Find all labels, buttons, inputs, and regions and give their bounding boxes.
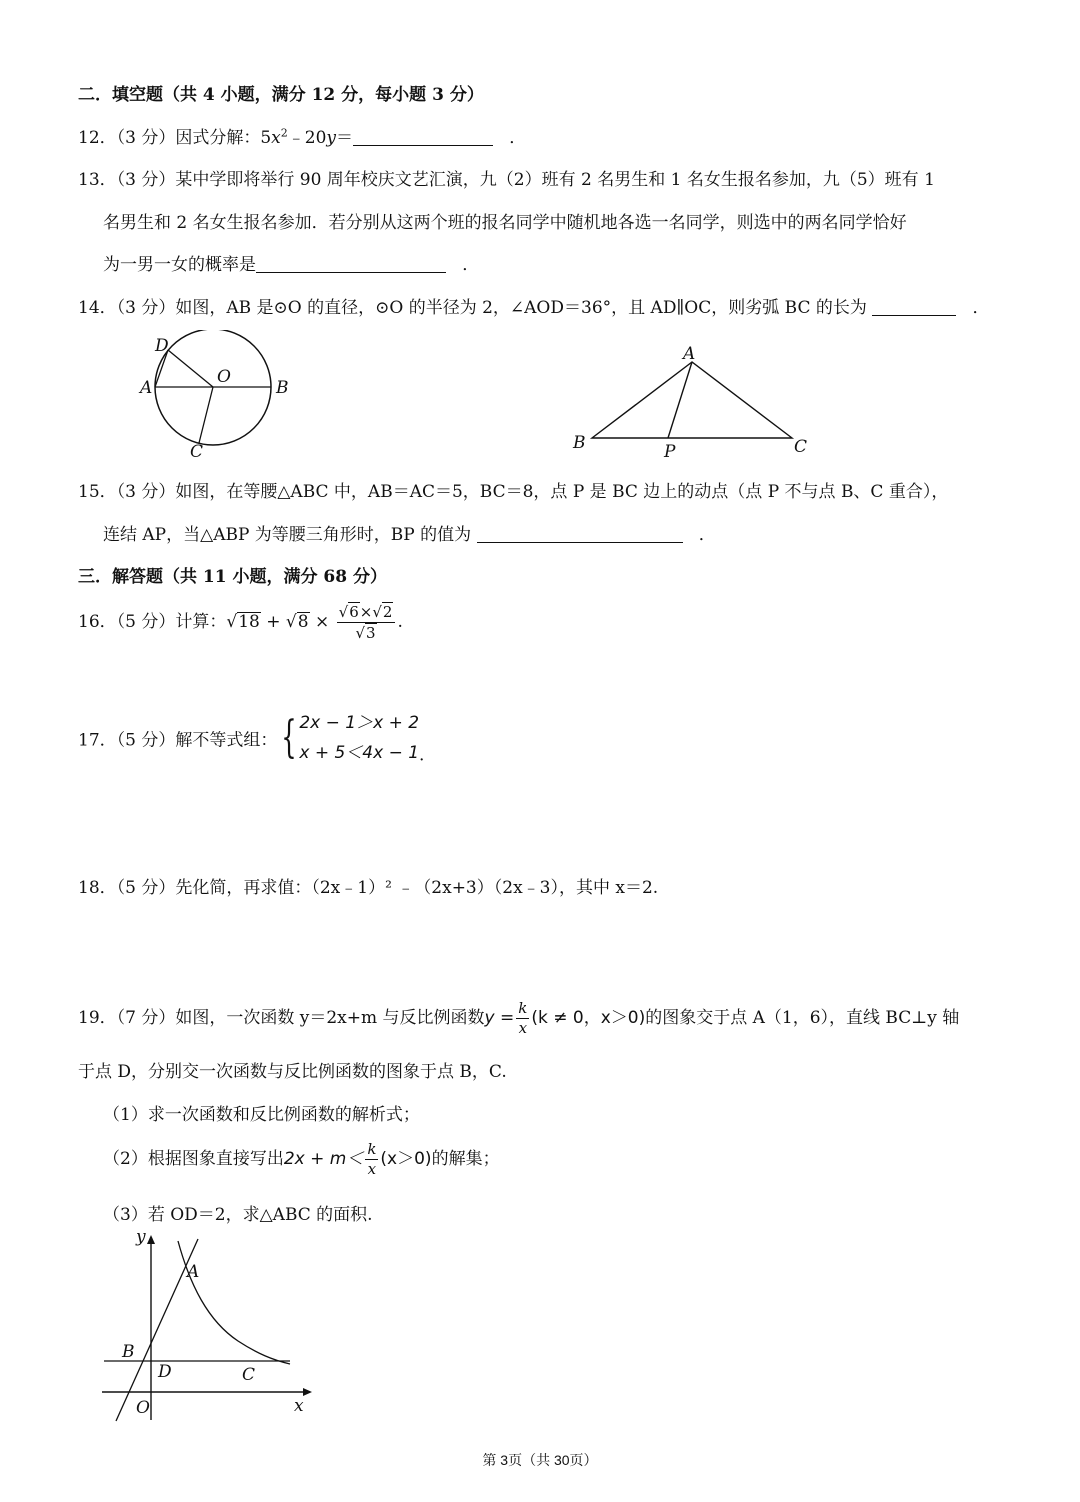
q17-system (299, 708, 419, 768)
q19-sub2-k: k (367, 1140, 377, 1158)
q13-answer-blank[interactable] (256, 256, 446, 273)
q12-x: x (271, 128, 281, 148)
q16-times-2: × (359, 603, 373, 621)
question-13-line-3 (103, 250, 479, 275)
label-a: A (683, 344, 696, 364)
label-d: D (155, 336, 169, 356)
q17-end: . (419, 745, 425, 766)
q16-sqrt-18: 18 (238, 612, 260, 632)
figure-14-circle (135, 330, 305, 465)
q12-exp: 2 (280, 126, 288, 140)
q19-sub2-fraction (365, 1140, 378, 1179)
q12-end: ． (509, 128, 527, 148)
triangle-abc (592, 362, 792, 438)
question-16: 16．（5 分）计算：√18 + √8 × $\frac{√6\times√2}{√3}$ . (78, 603, 403, 642)
radius-oc (199, 387, 213, 443)
segment-ap (668, 362, 692, 438)
label-y: y (136, 1227, 146, 1247)
question-19-line-1 (78, 998, 959, 1038)
question-19-part-1: （1）求一次函数和反比例函数的解析式； (103, 1105, 420, 1125)
q14-answer-blank[interactable] (872, 299, 956, 316)
label-b: B (122, 1342, 135, 1362)
question-12 (78, 123, 526, 148)
label-p: P (664, 442, 676, 462)
question-19-part-3: （3）若 OD＝2，求△ABC 的面积. (103, 1205, 373, 1225)
radius-od (168, 350, 213, 387)
q12-answer-blank[interactable] (353, 129, 493, 146)
q16-sqrt-8: 8 (297, 612, 309, 632)
q19-sub2a: （2）根据图象直接写出 (103, 1149, 284, 1169)
section-3-heading: 三．解答题（共 11 小题，满分 68 分） (78, 567, 387, 587)
q13-line3-text: 为一男一女的概率是 (103, 255, 256, 275)
q12-mid: ﹣20 (287, 128, 327, 148)
question-19-line-2: 于点 D，分别交一次函数与反比例函数的图象于点 B，C. (78, 1062, 507, 1082)
y-axis-arrow (147, 1235, 155, 1244)
q19-y-eq: y = (484, 1008, 515, 1028)
q17-ineq-2: x + 5＜4x − 1 (299, 743, 420, 763)
figure-15-triangle (570, 342, 820, 462)
q12-y: y (326, 128, 337, 148)
hyperbola-curve (178, 1241, 290, 1364)
label-o: O (136, 1398, 150, 1418)
label-b: B (573, 433, 586, 453)
q14-text: 14．（3 分）如图，AB 是⊙O 的直径，⊙O 的半径为 2，∠AOD＝36°，且 AD∥OC，则劣弧 BC 的长为 (78, 298, 867, 318)
label-c: C (242, 1365, 256, 1385)
question-13-line-1: 13．（3 分）某中学即将举行 90 周年校庆文艺汇演，九（2）班有 2 名男生和 1 名女生报名参加，九（5）班有 1 (78, 170, 935, 190)
question-14 (78, 293, 990, 318)
q15-end: ． (698, 525, 716, 545)
q19-line1a: 19．（7 分）如图，一次函数 y＝2x+m 与反比例函数 (78, 1008, 485, 1028)
label-o: O (217, 367, 231, 387)
question-19-part-2 (103, 1139, 500, 1179)
q19-k: k (518, 999, 528, 1017)
label-c: C (794, 437, 808, 457)
label-d: D (158, 1362, 172, 1382)
q13-end: ． (462, 255, 480, 275)
question-15-line-1: 15．（3 分）如图，在等腰△ABC 中，AB＝AC＝5，BC＝8，点 P 是 BC 边上的动点（点 P 不与点 B、C 重合）， (78, 482, 949, 502)
q12-prefix: 12．（3 分）因式分解：5 (78, 128, 272, 148)
q15-answer-blank[interactable] (477, 526, 683, 543)
question-15-line-2 (103, 520, 716, 545)
section-2-heading: 二．填空题（共 4 小题，满分 12 分，每小题 3 分） (78, 85, 484, 105)
label-a: A (140, 378, 153, 398)
q19-sub2-x: x (367, 1160, 377, 1178)
q17-ineq-1: 2x − 1＞x + 2 (299, 713, 420, 733)
q19-line1b: 的图象交于点 A（1，6），直线 BC⊥y 轴 (645, 1008, 960, 1028)
q15-line2-text: 连结 AP，当△ABP 为等腰三角形时，BP 的值为 (103, 525, 472, 545)
question-17: 17．（5 分）解不等式组：{ 2x − 1＞x + 2 x + 5＜4x − 1 . (78, 708, 424, 768)
q19-sub2b: 的解集； (431, 1149, 500, 1169)
x-axis-arrow (303, 1388, 312, 1396)
q19-sub2-cond: (x＞0) (380, 1149, 432, 1169)
q16-sqrt-3: 3 (366, 624, 376, 642)
label-b: B (276, 378, 289, 398)
q16-prefix: 16．（5 分）计算： (78, 612, 227, 632)
q16-times: × (314, 612, 330, 632)
q16-sqrt-2: 2 (382, 603, 393, 621)
q12-eq: ＝ (336, 128, 354, 148)
label-x: x (294, 1396, 304, 1416)
question-18: 18．（5 分）先化简，再求值：（2x﹣1）² ﹣（2x+3）（2x﹣3），其中 x＝2. (78, 878, 659, 898)
figure-19-graph (98, 1225, 323, 1425)
q19-cond: (k ≠ 0，x＞0) (531, 1008, 646, 1028)
page-footer: 第 3页（共 30页） (482, 1452, 598, 1468)
q16-fraction: $\frac{√6\times√2}{√3}$ (337, 602, 396, 643)
q19-x: x (518, 1019, 528, 1037)
label-a: A (187, 1262, 200, 1282)
label-c: C (190, 442, 204, 462)
q16-sqrt-6: 6 (349, 603, 359, 621)
q17-prefix: 17．（5 分）解不等式组： (78, 730, 278, 751)
q19-sub2-lhs: 2x + m＜ (283, 1149, 364, 1169)
q14-end: ． (972, 298, 990, 318)
q16-end: . (397, 612, 403, 632)
q16-plus: + (266, 612, 281, 632)
q19-k-over-x (516, 999, 529, 1038)
question-13-line-2: 名男生和 2 名女生报名参加．若分别从这两个班的报名同学中随机地各选一名同学，则选中的两名同学恰好 (103, 213, 907, 233)
